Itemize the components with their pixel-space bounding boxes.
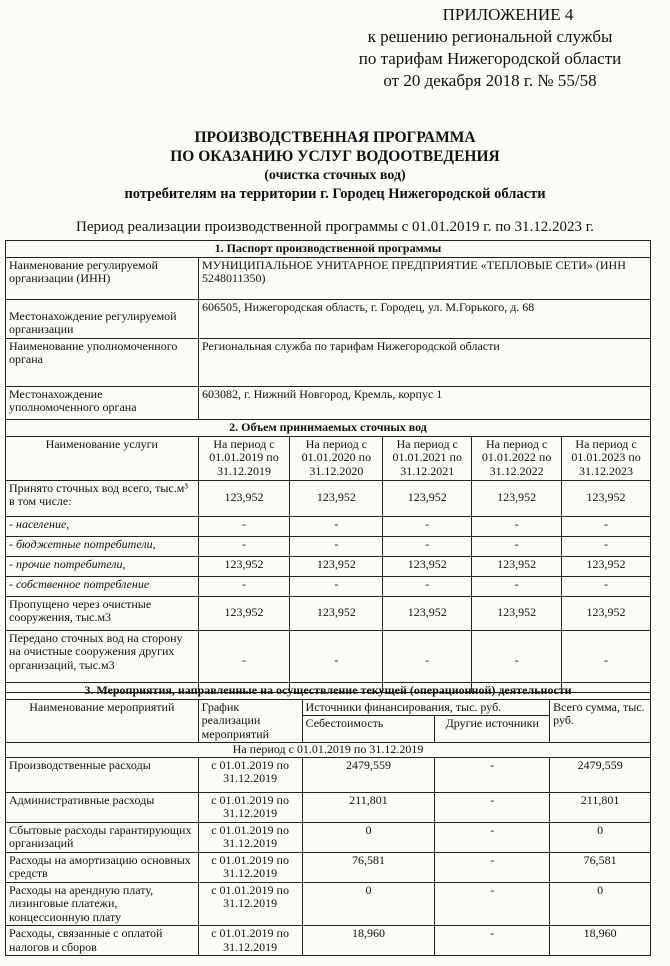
table-row [6, 926, 651, 956]
cell-value: - [562, 536, 651, 556]
cell-value: - [472, 630, 562, 692]
table-row [6, 792, 651, 822]
measure-name: Производственные расходы [6, 757, 199, 792]
table-row [6, 516, 651, 536]
passport-label: Местонахождение уполномоченного органа [6, 386, 199, 419]
table-row [6, 822, 651, 852]
measure-schedule: с 01.01.2019 по 31.12.2019 [198, 822, 302, 852]
measure-schedule: с 01.01.2019 по 31.12.2019 [198, 882, 302, 926]
measure-cost: 211,801 [302, 792, 435, 822]
cell-value: 123,952 [472, 556, 562, 576]
measure-name: Административные расходы [6, 792, 199, 822]
cell-value: 123,952 [383, 556, 472, 576]
measure-column-header: Наименование мероприятий [6, 699, 199, 743]
cell-value: - [383, 630, 472, 692]
cell-value: 123,952 [198, 480, 290, 516]
cell-value: 123,952 [383, 480, 472, 516]
passport-label: Наименование регулируемой организации (ИНН) [6, 257, 199, 299]
measure-cost: 0 [302, 822, 435, 852]
cell-value: 123,952 [472, 596, 562, 630]
measure-total: 0 [550, 822, 651, 852]
sources-column-header: Источники финансирования, тыс. руб. [302, 699, 550, 716]
cell-value: 123,952 [198, 556, 290, 576]
cell-value: - [562, 630, 651, 692]
wastewater-volume-table [5, 419, 651, 693]
cell-value: 123,952 [472, 480, 562, 516]
passport-value: 606505, Нижегородская область, г. Городец, ул. М.Горького, д. 68 [199, 299, 651, 338]
table-row [6, 536, 651, 556]
row-label: Передано сточных вод на сторону на очистные сооружения других организаций, тыс.м3 [6, 630, 199, 692]
measure-schedule: с 01.01.2019 по 31.12.2019 [198, 852, 302, 882]
table-row [6, 576, 651, 596]
measure-schedule: с 01.01.2019 по 31.12.2019 [198, 926, 302, 956]
measure-name: Расходы, связанные с оплатой налогов и сборов [6, 926, 199, 956]
cell-value: - [290, 630, 383, 692]
measure-other: - [435, 852, 550, 882]
title-line-2: ПО ОКАЗАНИЮ УСЛУГ ВОДООТВЕДЕНИЯ [170, 148, 500, 165]
measure-total: 2479,559 [550, 757, 651, 792]
measure-total: 18,960 [550, 926, 651, 956]
appendix-line-4: от 20 декабря 2018 г. № 55/58 [383, 71, 597, 90]
cell-value: 123,952 [198, 596, 290, 630]
period-row: На период с 01.01.2019 по 31.12.2019 [6, 743, 651, 758]
measure-other: - [435, 822, 550, 852]
document-title [0, 128, 670, 204]
cell-value: - [562, 576, 651, 596]
cell-value: - [198, 576, 290, 596]
measure-cost: 18,960 [302, 926, 435, 956]
measure-name: Расходы на амортизацию основных средств [6, 852, 199, 882]
cost-column-header: Себестоимость [302, 716, 435, 743]
title-line-1: ПРОИЗВОДСТВЕННАЯ ПРОГРАММА [194, 129, 476, 146]
cell-value: - [198, 630, 290, 692]
row-label: - собственное потребление [6, 576, 199, 596]
cell-value: - [383, 516, 472, 536]
other-sources-column-header: Другие источники [435, 716, 550, 743]
passport-value: 603082, г. Нижний Новгород, Кремль, корпус 1 [199, 386, 651, 419]
table-row [6, 556, 651, 576]
table-row [6, 480, 651, 516]
cell-value: - [198, 516, 290, 536]
cell-value: 123,952 [562, 480, 651, 516]
cell-value: 123,952 [290, 480, 383, 516]
row-label: - население, [6, 516, 199, 536]
title-line-3: (очистка сточных вод) [264, 168, 406, 183]
period-column-header: На период с 01.01.2020 по 31.12.2020 [290, 436, 383, 480]
cell-value: - [472, 516, 562, 536]
total-column-header: Всего сумма, тыс. руб. [550, 699, 651, 743]
section-2-heading: 2. Объем принимаемых сточных вод [6, 420, 651, 437]
program-period: Период реализации производственной программы с 01.01.2019 г. по 31.12.2023 г. [76, 219, 594, 235]
cell-value: 123,952 [562, 596, 651, 630]
measure-cost: 2479,559 [302, 757, 435, 792]
table-row [6, 596, 651, 630]
cell-value: - [290, 516, 383, 536]
passport-value: МУНИЦИПАЛЬНОЕ УНИТАРНОЕ ПРЕДПРИЯТИЕ «ТЕПЛОВЫЕ СЕТИ» (ИНН 5248011350) [199, 257, 651, 299]
section-3-heading: 3. Мероприятия, направленные на осуществление текущей (операционной) деятельности [6, 683, 651, 700]
table-row [6, 882, 651, 926]
appendix-header [330, 4, 650, 92]
service-column-header: Наименование услуги [6, 436, 199, 480]
measure-total: 0 [550, 882, 651, 926]
measure-other: - [435, 882, 550, 926]
table-row [6, 852, 651, 882]
table-row [6, 757, 651, 792]
row-label: - бюджетные потребители, [6, 536, 199, 556]
schedule-column-header: График реализации мероприятий [198, 699, 302, 743]
passport-value: Региональная служба по тарифам Нижегородской области [199, 338, 651, 386]
passport-label: Наименование уполномоченного органа [6, 338, 199, 386]
measure-total: 211,801 [550, 792, 651, 822]
cell-value: 123,952 [562, 556, 651, 576]
cell-value: - [472, 576, 562, 596]
passport-label: Местонахождение регулируемой организации [6, 299, 199, 338]
measure-other: - [435, 926, 550, 956]
cell-value: - [383, 536, 472, 556]
cell-value: 123,952 [290, 556, 383, 576]
cell-value: - [383, 576, 472, 596]
row-label: Пропущено через очистные сооружения, тыс.м3 [6, 596, 199, 630]
section-1-heading: 1. Паспорт производственной программы [6, 241, 651, 258]
row-label: Принято сточных вод всего, тыс.м³ в том числе: [6, 480, 199, 516]
measure-schedule: с 01.01.2019 по 31.12.2019 [198, 757, 302, 792]
measure-cost: 76,581 [302, 852, 435, 882]
measure-name: Сбытовые расходы гарантирующих организаций [6, 822, 199, 852]
period-column-header: На период с 01.01.2022 по 31.12.2022 [472, 436, 562, 480]
title-line-4: потребителям на территории г. Городец Нижегородской области [124, 186, 546, 202]
row-label: - прочие потребители, [6, 556, 199, 576]
measure-total: 76,581 [550, 852, 651, 882]
cell-value: - [198, 536, 290, 556]
measure-other: - [435, 792, 550, 822]
cell-value: 123,952 [383, 596, 472, 630]
appendix-number: ПРИЛОЖЕНИЕ 4 [442, 5, 574, 24]
period-column-header: На период с 01.01.2019 по 31.12.2019 [198, 436, 290, 480]
cell-value: - [562, 516, 651, 536]
measure-other: - [435, 757, 550, 792]
cell-value: - [472, 536, 562, 556]
measure-name: Расходы на арендную плату, лизинговые платежи, концессионную плату [6, 882, 199, 926]
measure-cost: 0 [302, 882, 435, 926]
measure-schedule: с 01.01.2019 по 31.12.2019 [198, 792, 302, 822]
cell-value: 123,952 [290, 596, 383, 630]
period-column-header: На период с 01.01.2021 по 31.12.2021 [383, 436, 472, 480]
period-column-header: На период с 01.01.2023 по 31.12.2023 [562, 436, 651, 480]
cell-value: - [290, 536, 383, 556]
appendix-line-3: по тарифам Нижегородской области [358, 49, 622, 68]
cell-value: - [290, 576, 383, 596]
appendix-line-2: к решению региональной службы [367, 27, 613, 46]
passport-table [5, 240, 651, 420]
operational-measures-table [5, 682, 651, 956]
